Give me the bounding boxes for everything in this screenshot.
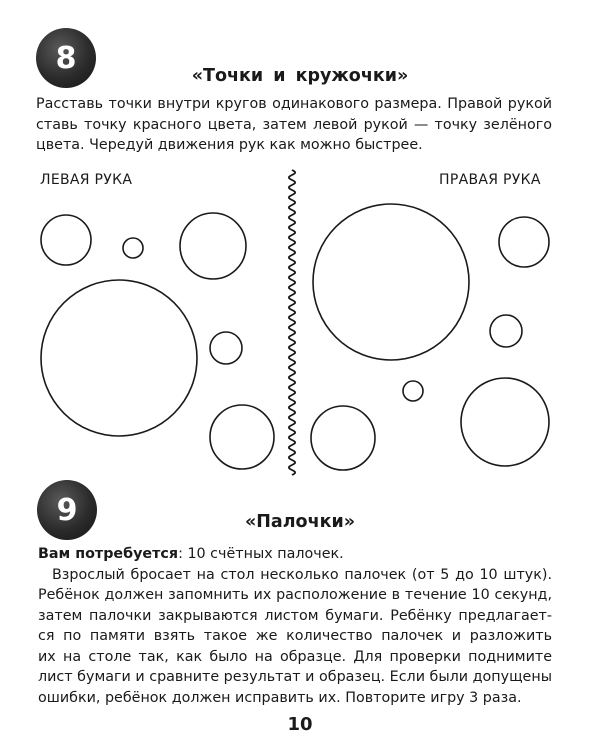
instruction-line: цвета. Чередуй движения рук как можно быстрее. [36,137,423,153]
exercise-instructions [36,94,552,156]
circle-left-tiny [123,238,143,258]
exercise-instructions [38,544,552,708]
exercise-number: 8 [55,40,77,76]
circle-left-xlarge [41,280,197,436]
exercise-title: «Точки и кружочки» [191,66,409,86]
circle-right-xl-lower [461,378,549,466]
instruction-line: ся по памяти взять такое же количество палочек и разложить [38,628,552,644]
exercise-number: 9 [56,492,78,528]
circles-figure [0,165,600,477]
circle-left-large-upper [180,213,246,279]
circle-right-small [490,315,522,347]
instruction-line: Ребёнок должен запомнить их расположение в течение 10 секунд, [38,587,552,603]
instruction-line: затем палочки закрываются листом бумаги. Ребёнку предлагает- [38,607,552,624]
instruction-line: ошибки, ребёнок должен исправить их. Повторите игру 3 раза. [38,689,522,706]
instruction-line: Расставь точки внутри кругов одинакового размера. Правой рукой [36,96,552,112]
instruction-line: ставь точку красного цвета, затем левой рукой — точку зелёного [36,116,552,133]
circle-right-tiny [403,381,423,401]
circle-left-medium [41,215,91,265]
exercise-number-badge [36,28,96,88]
page-number: 10 [287,714,313,735]
circle-left-large-lower [210,405,274,469]
circle-right-medium [499,217,549,267]
instruction-line: Взрослый бросает на стол несколько палочек (от 5 до 10 штук). [52,566,552,583]
right-hand-label: ПРАВАЯ РУКА [439,172,541,188]
circle-left-small [210,332,242,364]
requirements-line [38,544,552,565]
circle-right-large [311,406,375,470]
requirements-label: Вам потребуется [38,546,179,562]
requirements-text: : 10 счётных палочек. [178,546,344,562]
exercise-number-badge [37,480,97,540]
wavy-divider [289,170,295,475]
instruction-line: лист бумаги и сравните результат и образец. Если были допущены [38,669,552,685]
instruction-line: их на столе так, как было на образце. Для проверки поднимите [38,648,552,665]
left-hand-label: ЛЕВАЯ РУКА [40,172,133,188]
circle-right-xlarge [313,204,469,360]
exercise-title: «Палочки» [244,512,356,532]
